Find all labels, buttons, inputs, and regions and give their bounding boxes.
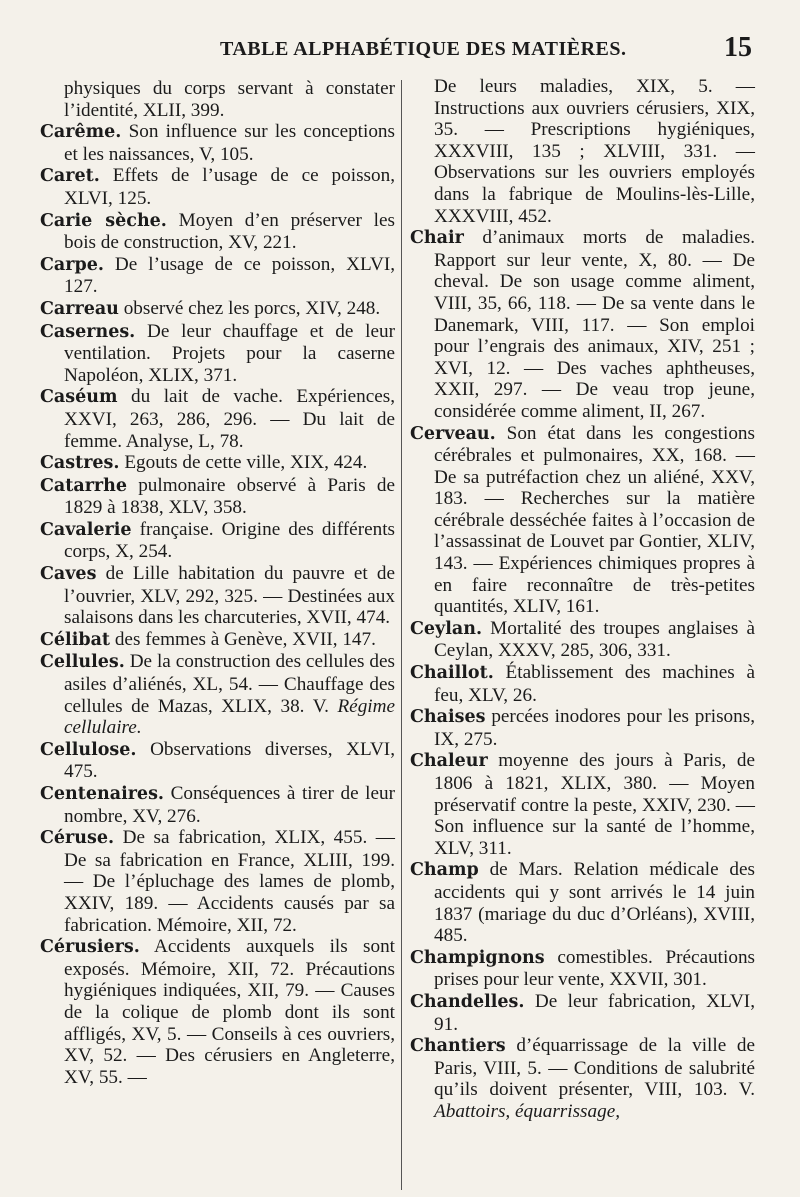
entry-text: De leur chauffage et de leur ventilation. Projets pour la caserne Napoléon, XLIX, 371. (64, 320, 395, 386)
index-term: Cellulose. (40, 739, 137, 760)
entry-text: Effets de l’usage de ce poisson, XLVI, 125. (64, 165, 395, 209)
index-entry (40, 936, 395, 1088)
index-term: Carie sèche. (40, 210, 167, 231)
entry-text: physiques du corps servant à constater l’identité, XLII, 399. (64, 78, 395, 121)
index-term: Cavalerie (40, 519, 132, 540)
entry-text: De leur fabrication, XLVI, 91. (434, 990, 755, 1035)
index-term: Carpe. (40, 254, 104, 275)
index-term: Chandelles. (410, 991, 525, 1012)
entry-text: de Lille habitation du pauvre et de l’ouvrier, XLV, 292, 325. — Destinées aux salaisons dans les charcuteries, XVII, 474. (64, 563, 395, 629)
index-term: Chantiers (410, 1036, 506, 1057)
index-entry (40, 121, 395, 165)
index-entry (40, 254, 395, 298)
index-entry (410, 859, 755, 946)
left-column (40, 78, 395, 1088)
entry-text: d’animaux morts de maladies. Rapport sur leur vente, X, 80. — De cheval. De son usage comme aliment, VIII, 35, 66, 118. — De sa vente dans le Danemark, VIII, 117. — Son emploi pour l’engrais des animaux, XIV, 251 ; XVI, 12. — Des vaches aphtheuses, XXII, 297. — De veau trop jeune, considérée comme aliment, II, 267. (434, 227, 755, 422)
entry-text: française. Origine des différents corps, X, 254. (64, 518, 395, 563)
index-entry (410, 227, 755, 422)
index-entry (40, 651, 395, 738)
index-entry (40, 475, 395, 519)
index-term: Chaillot. (410, 663, 494, 684)
index-term: Catarrhe (40, 475, 127, 496)
index-entry (40, 783, 395, 827)
index-term: Caves (40, 564, 97, 585)
entry-text: Moyen d’en préserver les bois de construction, XV, 221. (64, 209, 395, 254)
index-term: Centenaires. (40, 784, 165, 804)
index-entry (40, 78, 395, 121)
entry-text: De leurs maladies, XIX, 5. — Instructions aux ouvriers cérusiers, XIX, 35. — Prescriptions hygiéniques, XXXVIII, 135 ; XLVIII, 331. — Observations sur les ouvriers employés dans la fabrique de Moulins-lès-Lille, XXXVIII, 452. (434, 76, 755, 227)
entry-text: comestibles. Précautions prises pour leur vente, XXVII, 301. (434, 946, 755, 991)
index-term: Chair (410, 228, 464, 249)
page-header (0, 32, 800, 72)
entry-text: de Mars. Relation médicale des accidents qui y sont arrivés le 14 juin 1837 (mariage du duc d’Orléans), XVIII, 485. (434, 859, 755, 947)
index-entry (40, 165, 395, 209)
index-term: Céruse. (40, 828, 115, 849)
column-divider (401, 80, 402, 1190)
index-term: Castres. (40, 453, 120, 474)
index-entry (410, 947, 755, 991)
entry-text: Egouts de cette ville, XIX, 424. (119, 452, 368, 474)
index-entry (40, 298, 395, 321)
index-term: Caséum (40, 387, 118, 408)
index-entry (410, 423, 755, 618)
entry-text: percées inodores pour les prisons, IX, 275. (434, 706, 755, 750)
index-term: Carême. (40, 122, 122, 143)
entry-text: Son état dans les congestions cérébrales et pulmonaires, XX, 168. — De sa putréfaction chez un aliéné, XXV, 183. — Recherches sur la matière cérébrale desséchée faites à l’occasion de l’assassinat de Louvet par Gontier, XLIV, 143. — Expériences chimiques propres à en faire reconnaître de très-petites quantités, XLIV, 161. (434, 422, 755, 618)
index-term: Champ (410, 860, 479, 881)
index-entry (410, 1035, 755, 1122)
index-term: Casernes. (40, 321, 136, 342)
running-title: TABLE ALPHABÉTIQUE DES MATIÈRES. (220, 38, 627, 60)
entry-text: des femmes à Genève, XVII, 147. (110, 628, 376, 650)
index-term: Chaleur (410, 751, 488, 772)
entry-text: Établissement des machines à feu, XLV, 26. (434, 662, 755, 706)
index-entry (40, 386, 395, 452)
entry-text: Accidents auxquels ils sont exposés. Mémoire, XII, 72. Précautions hygiéniques indiquées, XII, 79. — Causes de la colique de plomb dont ils sont affligés, XV, 5. — Conseils à ces ouvriers, XV, 52. — Des cérusiers en Angleterre, XV, 55. — (64, 936, 395, 1088)
index-entry (40, 563, 395, 629)
entry-text: du lait de vache. Expériences, XXVI, 263, 286, 296. — Du lait de femme. Analyse, L, 78. (64, 386, 395, 452)
index-entry (40, 210, 395, 254)
entry-text: Conséquences à tirer de leur nombre, XV, 276. (64, 783, 395, 827)
index-term: Cérusiers. (40, 937, 140, 958)
index-term: Ceylan. (410, 618, 483, 639)
cross-reference: Abattoirs, équarrissage, (434, 1100, 621, 1122)
right-column (410, 76, 755, 1123)
entry-text: moyenne des jours à Paris, de 1806 à 1821, XLIX, 380. — Moyen préservatif contre la peste, XXIV, 230. — Son influence sur la santé de l’homme, XLV, 311. (434, 750, 755, 859)
index-entry (410, 76, 755, 227)
entry-text: De sa fabrication, XLIX, 455. — De sa fabrication en France, XLIII, 199. — De l’épluchage des lames de plomb, XXIV, 189. — Accidents causés par sa fabrication. Mémoire, XII, 72. (64, 827, 395, 936)
page-number: 15 (724, 32, 752, 63)
entry-text: Mortalité des troupes anglaises à Ceylan, XXXV, 285, 306, 331. (434, 617, 755, 662)
entry-text: observé chez les porcs, XIV, 248. (118, 297, 381, 319)
index-entry (40, 629, 395, 652)
index-entry (40, 519, 395, 563)
index-entry (40, 739, 395, 783)
index-term: Caret. (40, 166, 100, 187)
entry-text: De la construction des cellules des asiles d’aliénés, XL, 54. — Chauffage des cellules de Mazas, XLIX, 38. V. (64, 651, 395, 717)
cross-reference: Régime cellulaire. (64, 695, 395, 739)
index-entry (410, 706, 755, 750)
index-term: Cerveau. (410, 423, 496, 444)
index-term: Chaises (410, 707, 486, 728)
entry-text: Observations diverses, XLVI, 475. (64, 738, 395, 783)
index-entry (410, 618, 755, 662)
entry-text: pulmonaire observé à Paris de 1829 à 1838, XLV, 358. (64, 474, 395, 519)
index-entry (40, 321, 395, 387)
entry-text: d’équarrissage de la ville de Paris, VIII, 5. — Conditions de salubrité qu’ils doivent présenter, VIII, 103. V. (434, 1035, 755, 1101)
index-entry (410, 750, 755, 859)
index-term: Cellules. (40, 652, 125, 673)
index-entry (40, 827, 395, 936)
index-term: Champignons (410, 947, 545, 968)
entry-text: De l’usage de ce poisson, XLVI, 127. (64, 253, 395, 298)
index-term: Célibat (40, 629, 111, 650)
index-entry (410, 991, 755, 1035)
index-entry (40, 452, 395, 475)
entry-text: Son influence sur les conceptions et les naissances, V, 105. (64, 121, 395, 165)
index-entry (410, 662, 755, 706)
index-term: Carreau (40, 298, 119, 319)
